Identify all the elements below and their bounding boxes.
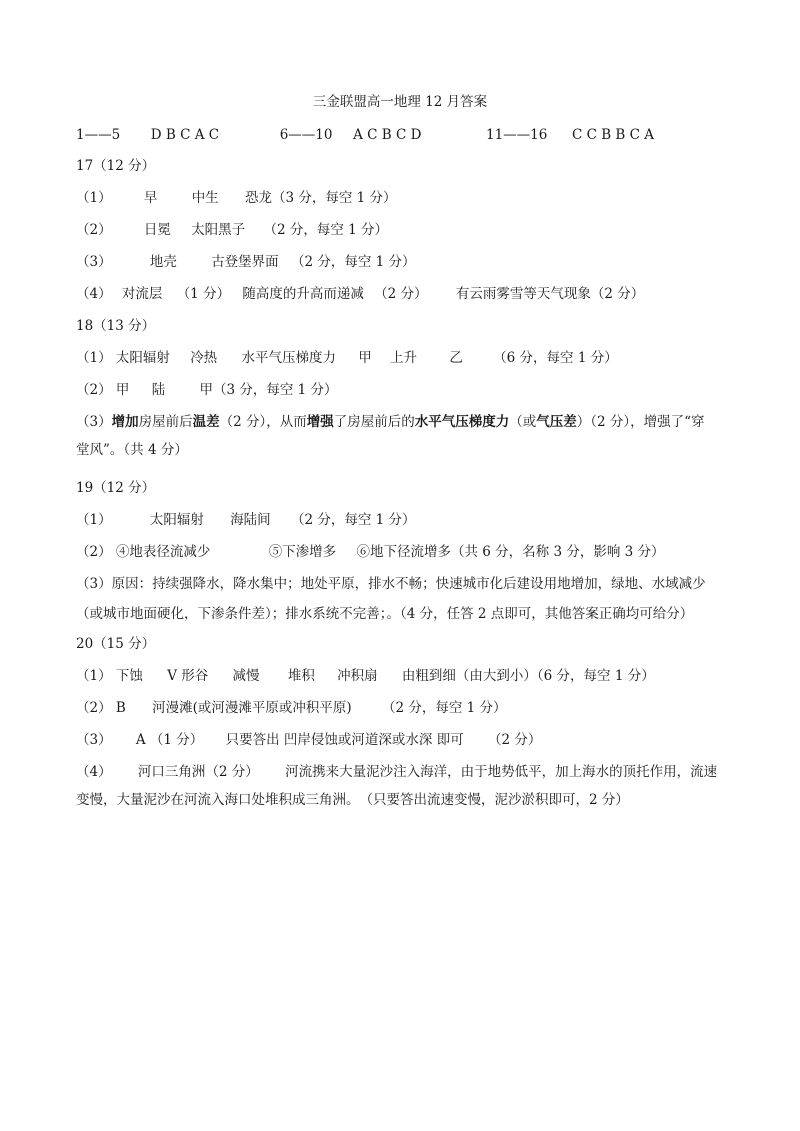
answer-text: 恐龙（3 分，每空 1 分）: [244, 190, 397, 206]
q19-part3-line1: （3）原因：持续强降水，降水集中；地处平原，排水不畅；快速城市化后建设用地增加，绿地、水域减少: [76, 576, 706, 592]
key-term: 增加: [111, 414, 139, 430]
part-number: （2）: [76, 222, 112, 238]
q20-heading: 20（15 分）: [76, 636, 156, 652]
answer-text: 随高度的升高而递减: [242, 286, 364, 302]
q17-part4: [76, 284, 644, 304]
answer-text: ）（2 分），增强了“穿: [576, 414, 705, 430]
answer-text: （1 分）: [176, 286, 231, 302]
answer-text: V 形谷: [167, 668, 209, 684]
answer-text: 冷热: [190, 350, 218, 366]
answer-text: 河漫滩(或河漫滩平原或冲积平原): [152, 700, 352, 716]
answer-text: （2 分，每空 1 分）: [381, 700, 507, 716]
answer-text: 河流携来大量泥沙注入海洋，由于地势低平，加上海水的顶托作用，流速: [285, 764, 718, 780]
answer-text: 早: [143, 190, 158, 206]
answer-text: 陆: [151, 382, 166, 398]
answer-text: 只要答出 凹岸侵蚀或河道深或水深 即可: [225, 732, 464, 748]
q20-part2: [76, 698, 507, 718]
q19-part2: [76, 542, 665, 562]
q20-part4-line2: 变慢，大量泥沙在河流入海口处堆积成三角洲。 （只要答出流速变慢，泥沙淤积即可，2 分）: [76, 792, 629, 808]
answer-text: 太阳辐射: [149, 512, 204, 528]
part-number: （2）: [76, 544, 112, 560]
key-term: 水平气压梯度力: [414, 414, 510, 430]
answer-text: （2 分）: [488, 732, 542, 748]
answer-text: （2 分），从而: [219, 414, 307, 430]
q17-heading: 17（12 分）: [76, 158, 156, 174]
answer-text: 太阳辐射: [115, 350, 170, 366]
answer-text: 海陆间: [230, 512, 271, 528]
answer-text: （或: [509, 414, 537, 430]
q19-heading: 19（12 分）: [76, 480, 156, 496]
answer-text: 房屋前后: [138, 414, 193, 430]
answer-text: （2 分，每空 1 分）: [290, 254, 416, 270]
key-term: 温差: [192, 414, 220, 430]
answer-text: 对流层: [121, 286, 163, 302]
part-number: （4）: [76, 764, 112, 780]
q20-part1: [76, 666, 655, 686]
page-title: 三金联盟高一地理 12 月答案: [312, 94, 488, 110]
part-number: （1）: [76, 668, 112, 684]
answer-text: （2 分）: [374, 286, 428, 302]
answer-text: （2 分，每空 1 分）: [263, 222, 389, 238]
answer-text: ④地表径流减少: [115, 544, 211, 560]
q17-part2: [76, 220, 388, 240]
mc-answers-1: D B C A C: [150, 127, 220, 143]
q18-part1: [76, 348, 618, 368]
q18-part3-line2: 堂风”。（共 4 分）: [76, 442, 188, 458]
mc-range-2: 6——10: [279, 127, 333, 143]
mc-answers-3: C C B B C A: [571, 127, 654, 143]
answer-text: 甲: [115, 382, 130, 398]
answer-text: 了房屋前后的: [333, 414, 415, 430]
answer-text: 甲: [358, 350, 372, 366]
answer-text: ⑥地下径流增多（共 6 分，名称 3 分，影响 3 分）: [356, 544, 665, 560]
answer-text: 减慢: [232, 668, 260, 684]
answer-text: 日冕: [143, 222, 171, 238]
mc-range-1: 1——5: [76, 127, 121, 143]
part-number: （1）: [76, 190, 112, 206]
part-number: （1）: [76, 512, 112, 528]
part-number: （3）: [76, 732, 112, 748]
answer-text: B: [115, 700, 126, 716]
answer-text: 中生: [191, 190, 219, 206]
key-term: 增强: [306, 414, 334, 430]
answer-text: 下蚀: [115, 668, 143, 684]
answer-text: ⑤下渗增多: [268, 544, 337, 560]
answer-text: 上升: [390, 350, 418, 366]
answer-text: 有云雨雾雪等天气现象（2 分）: [455, 286, 645, 302]
answer-text: 地壳: [149, 254, 177, 270]
answer-text: 甲（3 分，每空 1 分）: [199, 382, 338, 398]
q18-heading: 18（13 分）: [76, 318, 156, 334]
answer-text: A （1 分）: [135, 732, 204, 748]
mc-range-3: 11——16: [486, 127, 548, 143]
part-number: （2）: [76, 382, 112, 398]
q20-part4-line1: [76, 762, 717, 782]
answer-text: （6 分，每空 1 分）: [493, 350, 618, 366]
q17-part3: [76, 252, 416, 272]
answer-text: 太阳黑子: [191, 222, 246, 238]
part-number: （2）: [76, 700, 112, 716]
q18-part2: [76, 380, 338, 400]
q17-part1: [76, 188, 397, 208]
key-term: 气压差: [536, 414, 577, 430]
q18-part3-line1: [76, 412, 705, 432]
part-number: （1）: [76, 350, 112, 366]
q20-part3: [76, 730, 541, 750]
part-number: （3）: [76, 254, 112, 270]
answer-text: 河口三角洲（2 分）: [137, 764, 259, 780]
q19-part1: [76, 510, 416, 530]
answer-text: 冲积扇: [337, 668, 378, 684]
answer-text: 古登堡界面: [211, 254, 279, 270]
part-number: （3）: [76, 414, 112, 430]
multiple-choice-answers: [76, 125, 654, 145]
q19-part3-line2: （或城市地面硬化，下渗条件差）；排水系统不完善；。（4 分，任答 2 点即可，其他答案正确均可给分）: [76, 606, 694, 622]
answer-text: （2 分，每空 1 分）: [290, 512, 416, 528]
answer-text: 水平气压梯度力: [241, 350, 336, 366]
part-number: （4）: [76, 286, 112, 302]
answer-text: 由粗到细（由大到小）（6 分，每空 1 分）: [401, 668, 655, 684]
answer-text: 乙: [449, 350, 463, 366]
answer-text: 堆积: [287, 668, 315, 684]
mc-answers-2: A C B C D: [353, 127, 422, 143]
